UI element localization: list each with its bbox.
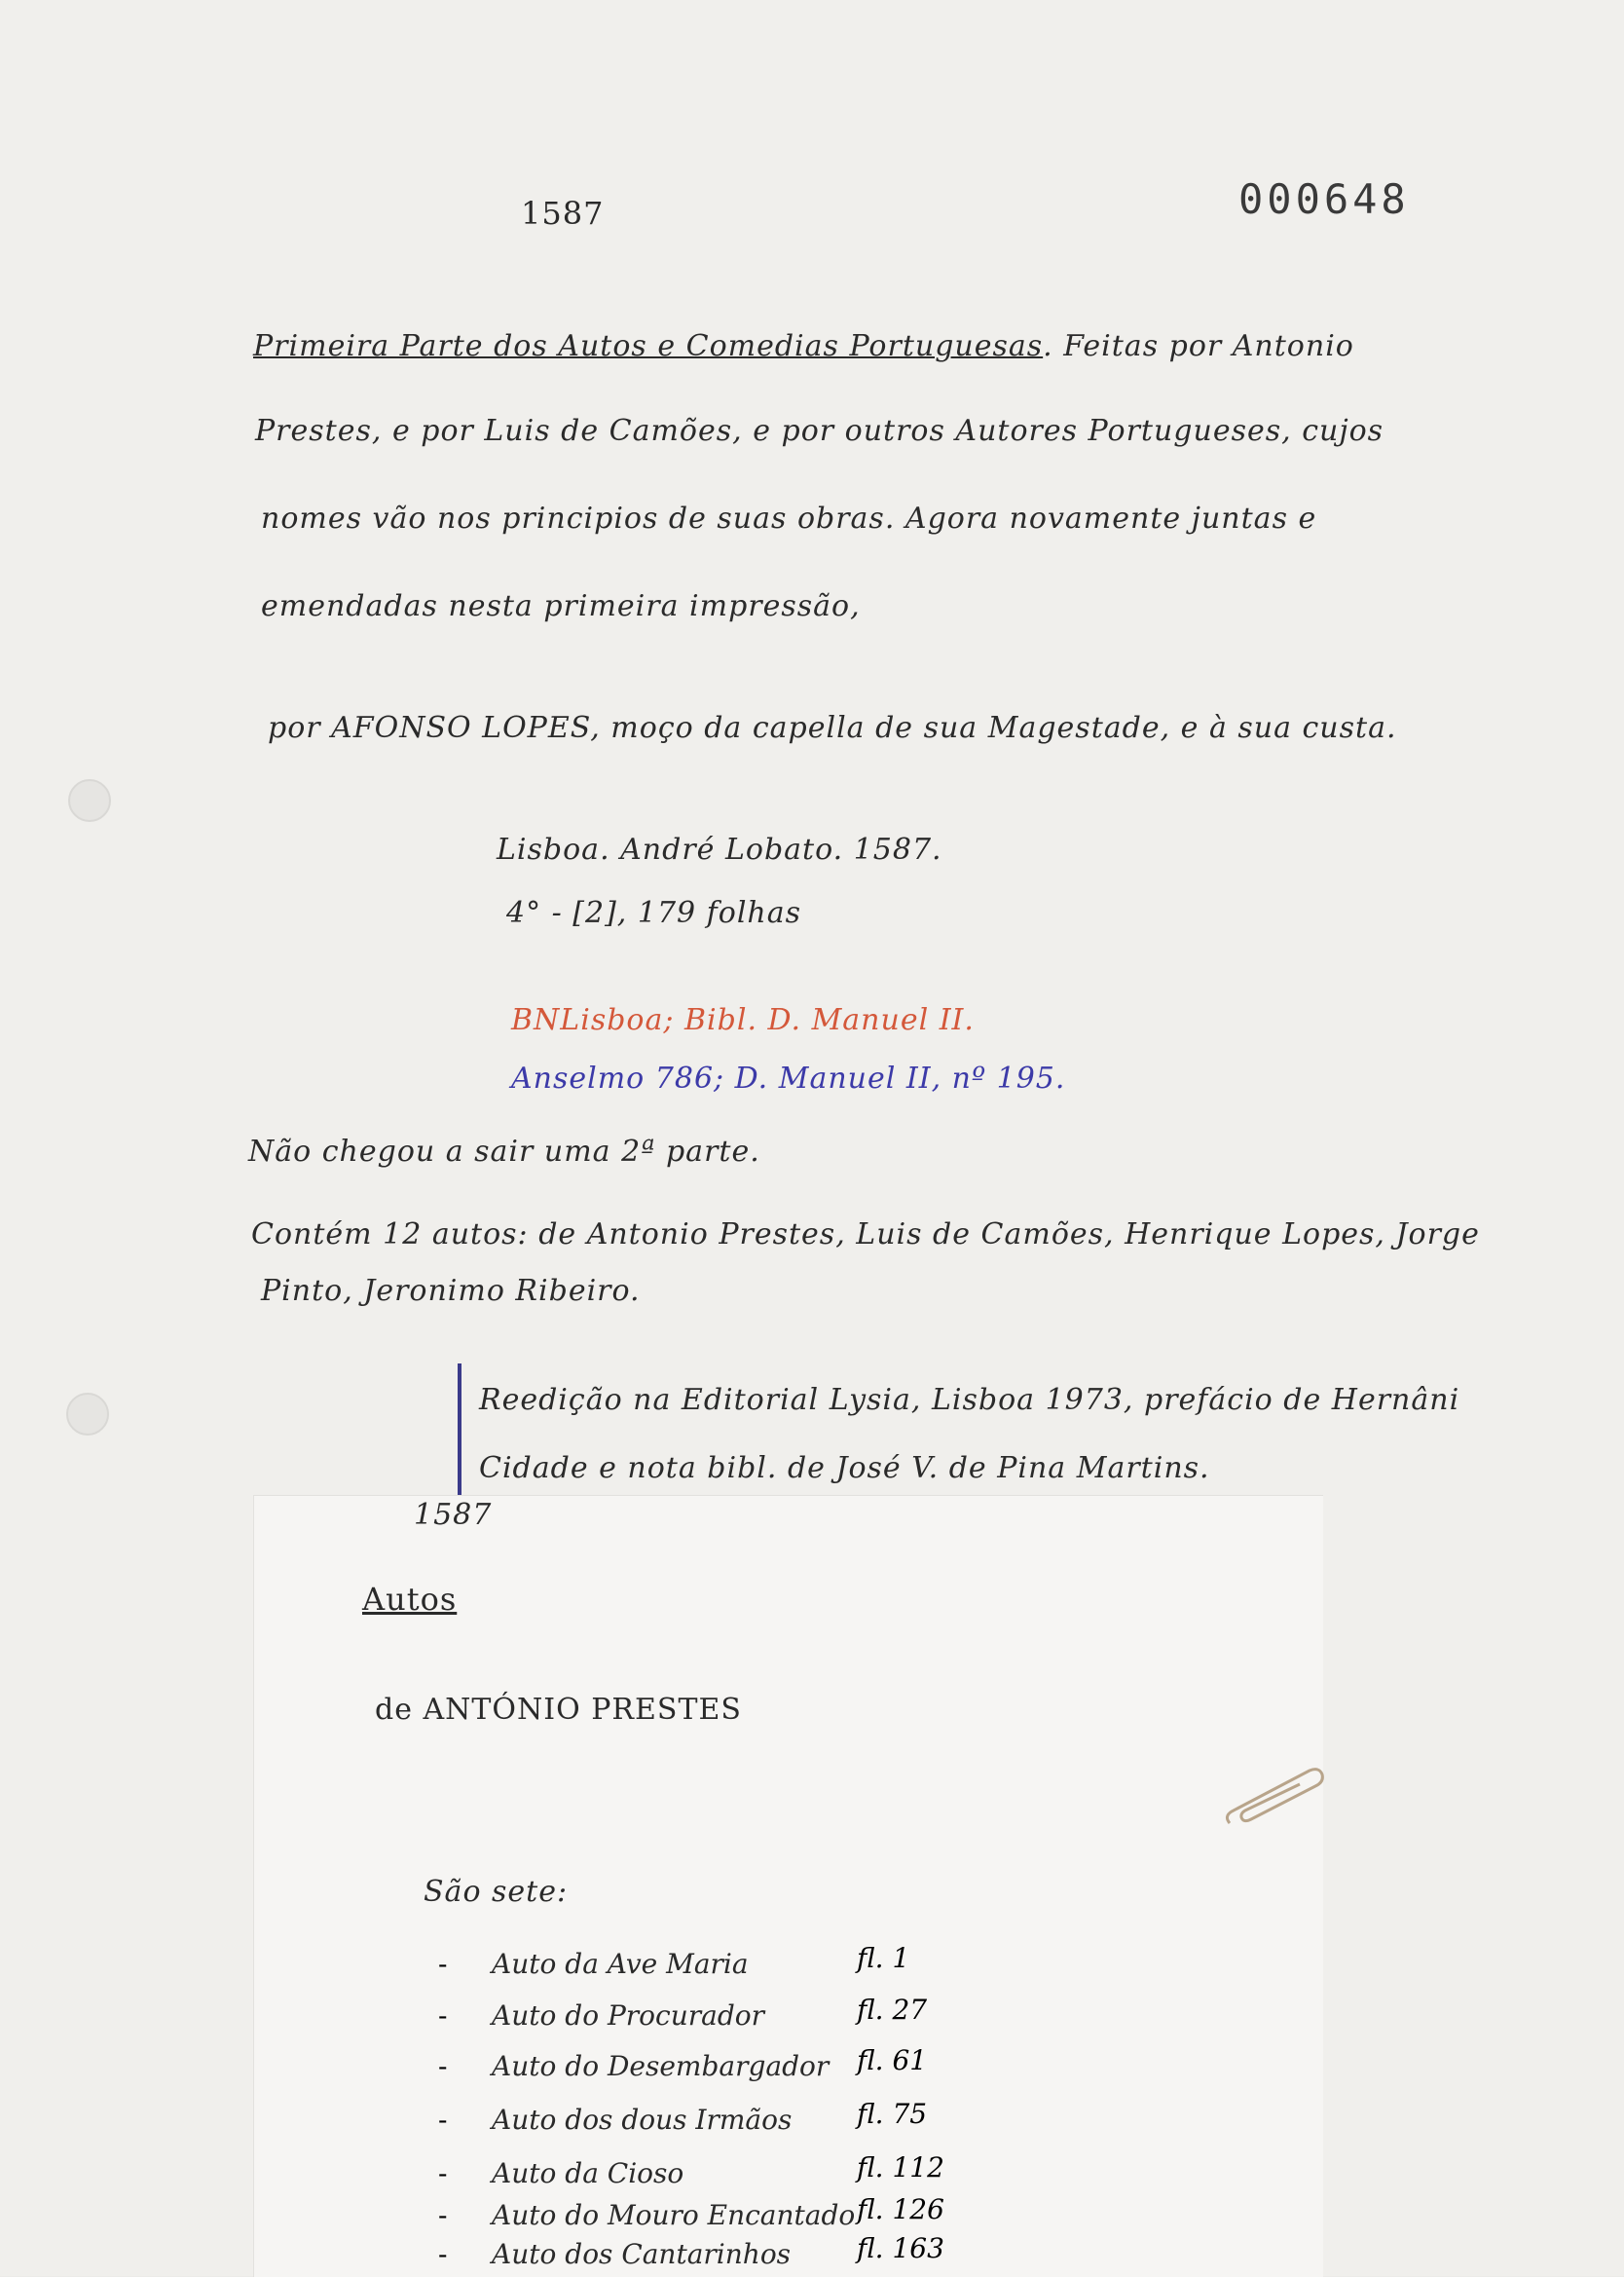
auto-title: Auto do Procurador [492, 1999, 764, 2032]
auto-folio: fl. 75 [857, 2098, 928, 2130]
title-continuation: . Feitas por Antonio [1043, 329, 1354, 363]
title-line [253, 329, 1354, 363]
description-line: emendadas nesta primeira impressão, [261, 589, 861, 623]
auto-folio: fl. 163 [857, 2232, 944, 2264]
auto-title: Auto da Ave Maria [492, 1948, 749, 1980]
card-count: São sete: [424, 1875, 569, 1909]
imprint-format: 4° - [2], 179 folhas [506, 896, 802, 930]
location-red: BNLisboa; Bibl. D. Manuel II. [511, 1003, 975, 1037]
contents-note: Pinto, Jeronimo Ribeiro. [261, 1274, 641, 1308]
location-blue: Anselmo 786; D. Manuel II, nº 195. [511, 1062, 1066, 1096]
note-second-part: Não chegou a sair uma 2ª parte. [248, 1135, 760, 1169]
list-dash: - [438, 2157, 448, 2189]
card-heading: Autos [362, 1581, 458, 1618]
imprint-place: Lisboa. André Lobato. 1587. [497, 833, 942, 867]
list-dash: - [438, 2238, 448, 2270]
year-label: 1587 [521, 195, 605, 232]
list-dash: - [438, 1948, 448, 1980]
punch-hole [66, 1393, 109, 1436]
auto-folio: fl. 27 [857, 1994, 928, 2026]
auto-title: Auto da Cioso [492, 2157, 684, 2189]
publisher-line: por AFONSO LOPES, moço da capella de sua Magestade, e à sua custa. [268, 711, 1397, 745]
contents-note: Contém 12 autos: de Antonio Prestes, Luis de Camões, Henrique Lopes, Jorge [251, 1217, 1480, 1251]
reedition-note: Cidade e nota bibl. de José V. de Pina Martins. [479, 1451, 1210, 1485]
book-title: Primeira Parte dos Autos e Comedias Portuguesas [253, 329, 1044, 363]
margin-bar [458, 1363, 461, 1500]
auto-title: Auto dos Cantarinhos [492, 2238, 792, 2270]
reference-number: 000648 [1238, 175, 1410, 223]
description-line: Prestes, e por Luis de Camões, e por outros Autores Portugueses, cujos [255, 414, 1384, 448]
description-line: nomes vão nos principios de suas obras. Agora novamente juntas e [261, 502, 1317, 536]
auto-title: Auto do Mouro Encantado [492, 2199, 856, 2231]
list-dash: - [438, 1999, 448, 2032]
list-dash: - [438, 2199, 448, 2231]
card-author: de ANTÓNIO PRESTES [375, 1693, 742, 1727]
card-year: 1587 [414, 1498, 493, 1532]
auto-folio: fl. 126 [857, 2193, 944, 2225]
list-dash: - [438, 2104, 448, 2136]
list-dash: - [438, 2050, 448, 2082]
auto-folio: fl. 61 [857, 2044, 928, 2076]
auto-title: Auto dos dous Irmãos [492, 2104, 793, 2136]
auto-title: Auto do Desembargador [492, 2050, 830, 2082]
auto-folio: fl. 1 [857, 1942, 910, 1974]
reedition-note: Reedição na Editorial Lysia, Lisboa 1973, prefácio de Hernâni [479, 1383, 1460, 1417]
auto-folio: fl. 112 [857, 2151, 944, 2184]
punch-hole [68, 779, 111, 822]
paperclip-icon [1222, 1763, 1329, 1841]
